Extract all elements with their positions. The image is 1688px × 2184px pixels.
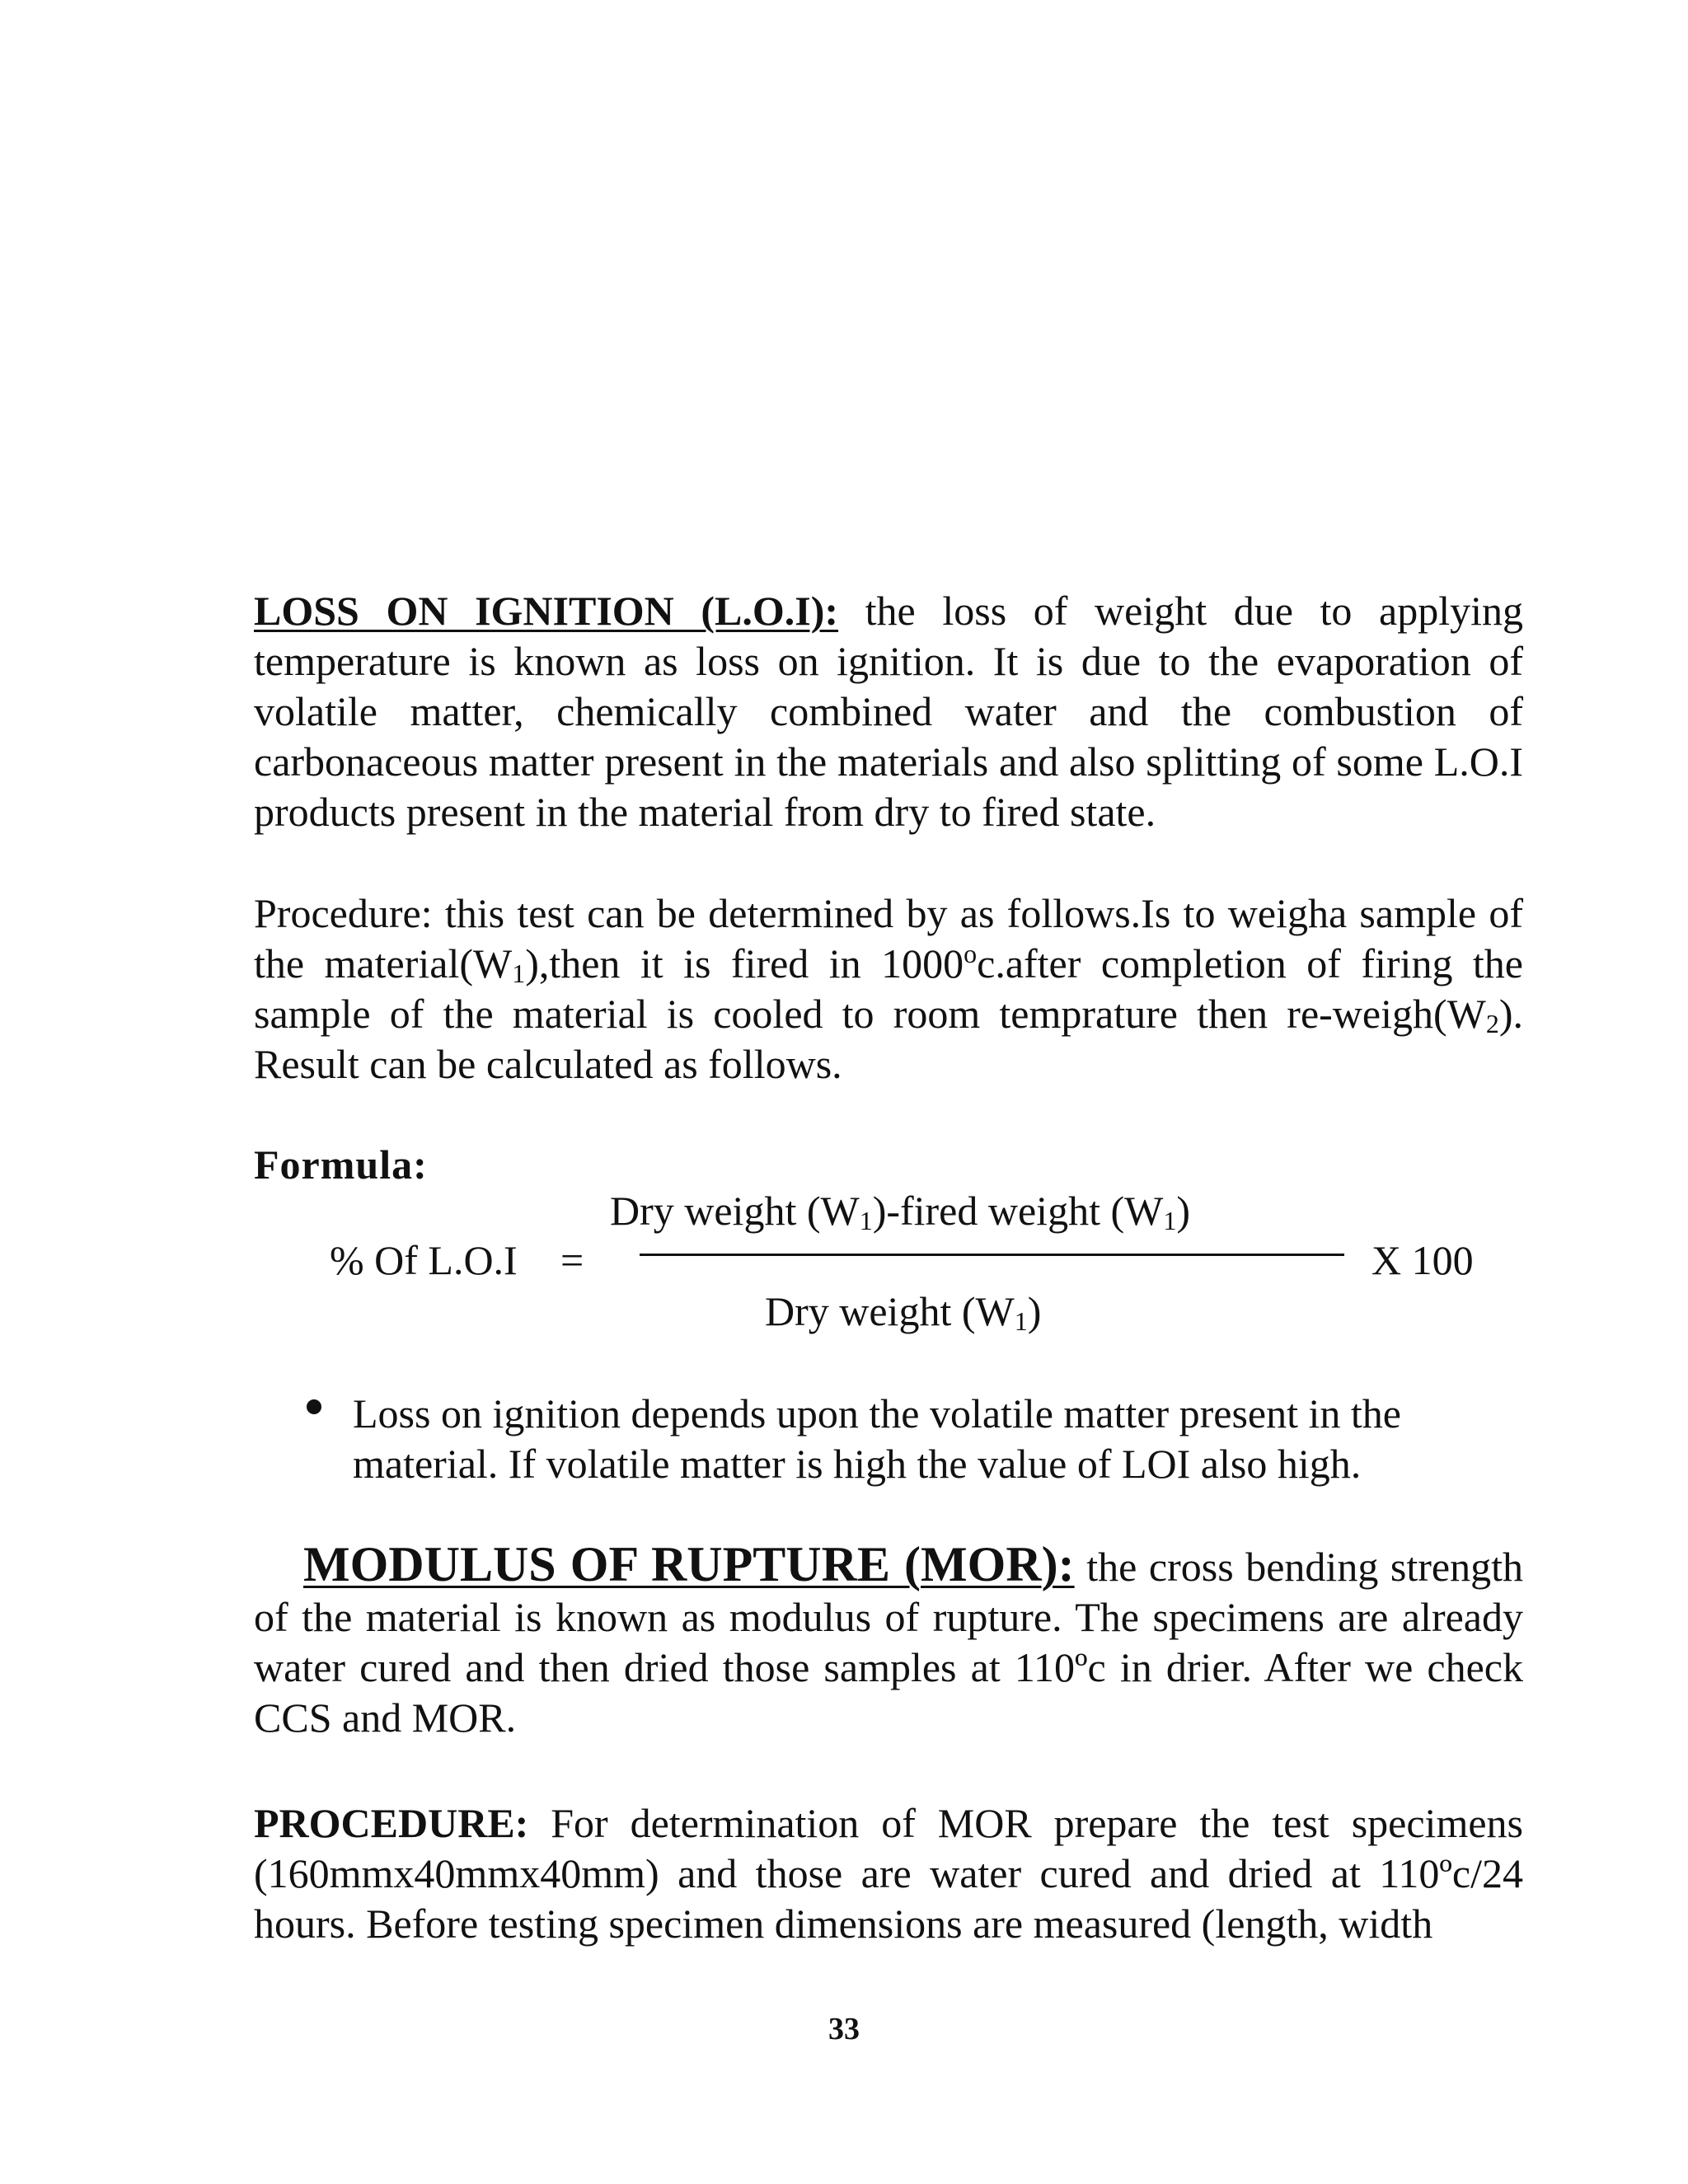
procedure-subscript-2: 2 <box>1485 1009 1499 1038</box>
bullet-item: Loss on ignition depends upon the volatile matter present in the material. If volatile matter is high the value of LOI also high. <box>353 1390 1401 1487</box>
formula-heading: Formula: <box>254 1141 428 1188</box>
mor-procedure-heading: PROCEDURE: <box>254 1800 529 1846</box>
numerator-subscript-b: 1 <box>1163 1206 1177 1235</box>
loi-heading: LOSS ON IGNITION (L.O.I): <box>254 588 839 634</box>
formula-denominator <box>765 1287 1041 1335</box>
procedure-subscript-1: 1 <box>512 958 526 988</box>
mor-procedure-paragraph <box>254 1798 1523 1949</box>
denominator-text-b: ) <box>1027 1288 1042 1334</box>
page-number: 33 <box>828 2012 860 2046</box>
denominator-text-a: Dry weight (W <box>765 1288 1015 1334</box>
formula-equals: = <box>560 1237 584 1283</box>
procedure-paragraph <box>254 888 1523 1090</box>
formula-numerator <box>610 1187 1190 1235</box>
numerator-text-b: )-fired weight (W <box>872 1188 1164 1234</box>
loi-paragraph <box>254 586 1523 837</box>
mor-body: the cross bending strength of the material is known as modulus of rupture. The specimens are already water cured and then dried those samples at 110ºc in drier. After we check CCS and MOR. <box>254 1544 1523 1741</box>
bullet-icon <box>307 1399 321 1414</box>
mor-heading: MODULUS OF RUPTURE (MOR): <box>303 1537 1075 1591</box>
numerator-text-c: ) <box>1176 1188 1190 1234</box>
formula-multiplier: X 100 <box>1372 1237 1474 1283</box>
numerator-text-a: Dry weight (W <box>610 1188 860 1234</box>
denominator-subscript: 1 <box>1014 1306 1028 1336</box>
numerator-subscript-a: 1 <box>859 1206 873 1235</box>
procedure-superscript-1: o <box>964 939 978 968</box>
fraction-line <box>640 1254 1344 1256</box>
loi-body: the loss of weight due to applying temperature is known as loss on ignition. It is due to the evaporation of volatile matter, chemically combined water and the combustion of carbonaceous matter present in the materials and also splitting of some L.O.I products present in the material from dry to fired state. <box>254 588 1524 835</box>
procedure-text-1: Procedure: this test can be determined by as follows.Is to weigha sample of the material(W <box>254 890 1523 987</box>
mor-procedure-body: For determination of MOR prepare the test specimens (160mmx40mmx40mm) and those are water cured and dried at 110ºc/24 hours. Before testing specimen dimensions are measured (length, width <box>254 1800 1523 1947</box>
formula-lhs: % Of L.O.I <box>330 1237 518 1283</box>
mor-paragraph <box>254 1537 1523 1743</box>
procedure-text-4: ). Result can be calculated as follows. <box>254 991 1523 1087</box>
procedure-text-3: c.after completion of firing the sample of the material is cooled to room temprature then re-weigh(W <box>254 940 1523 1037</box>
procedure-text-2: ),then it is fired in 1000 <box>525 940 964 987</box>
